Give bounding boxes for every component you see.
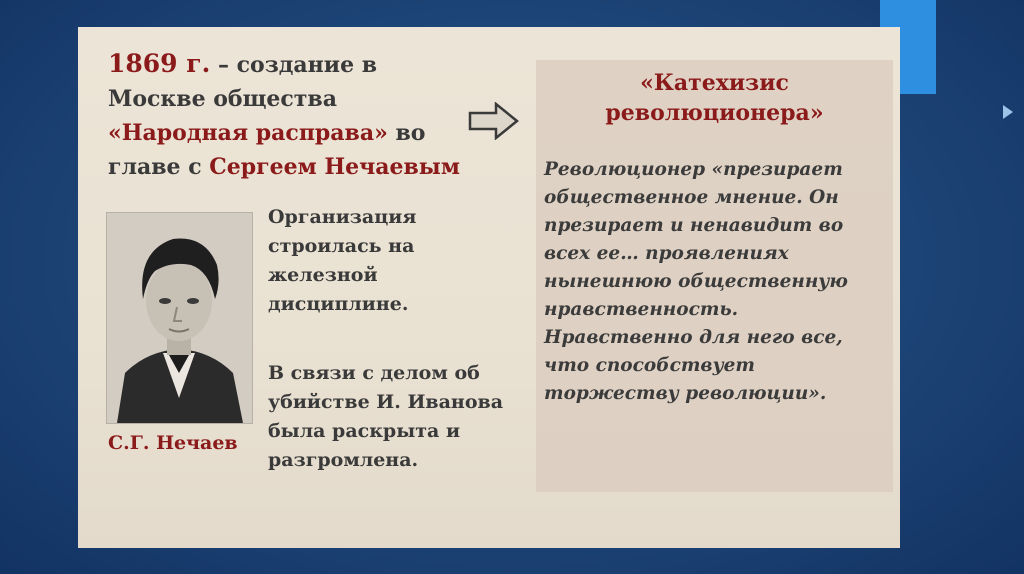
quote-title-line: «Катехизис [640,70,789,96]
quote-line: презирает и ненавидит во [544,215,844,236]
accent-triangle-icon [1003,105,1013,119]
organization-line: дисциплине. [268,293,409,315]
quote-line: Революционер «презирает [544,159,843,180]
headline-line4: главе с [108,154,210,180]
quote-title-line: революционера» [605,100,824,126]
right-arrow-icon [468,102,520,140]
slide [78,27,900,548]
disbanded-line: убийстве И. Иванова [268,391,504,413]
quote-line: нравственность. [544,299,739,320]
quote-title [536,68,893,128]
quote-line: торжеству революции». [544,383,827,404]
disbanded-line: была раскрыта и [268,420,461,442]
organization-line: строилась на [268,235,415,257]
headline-line2: Москве общества [108,86,337,112]
headline-line3: во [387,120,426,146]
disbanded-line: разгромлена. [268,449,419,471]
organization-line: железной [268,264,378,286]
quote-line: всех ее… проявлениях [544,243,789,264]
quote-box [536,60,893,492]
portrait-photo [106,212,253,424]
quote-line: что способствует [544,355,755,376]
quote-text [544,156,889,408]
quote-line: Нравственно для него все, [544,327,843,348]
headline-year: 1869 г. [108,49,211,78]
headline [108,47,488,184]
organization-line: Организация [268,206,417,228]
headline-org-name: «Народная расправа» [108,120,388,146]
disbanded-text [268,359,528,475]
quote-line: нынешнюю общественную [544,271,848,292]
organization-text [268,203,528,319]
disbanded-line: В связи с делом об [268,362,480,384]
headline-leader: Сергеем Нечаевым [209,154,460,180]
portrait-caption: С.Г. Нечаев [108,432,238,454]
quote-line: общественное мнение. Он [544,187,839,208]
headline-line1: – создание в [210,52,378,78]
